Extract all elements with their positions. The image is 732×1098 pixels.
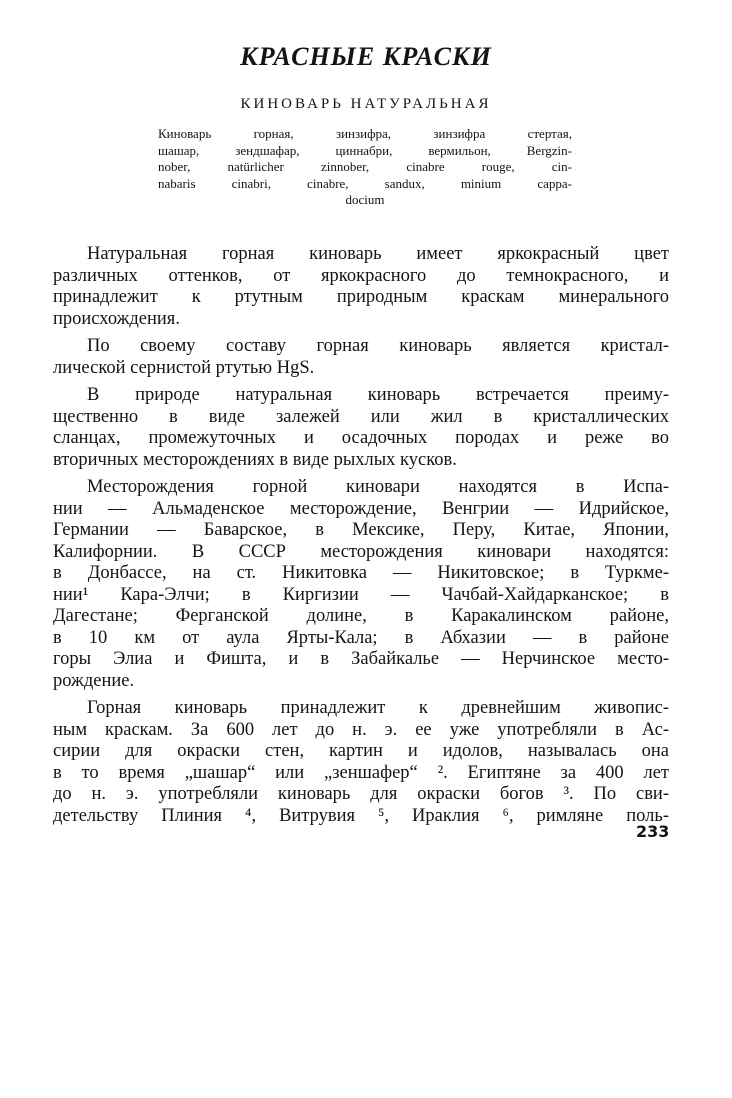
text-line: нии — Альмаденское месторождение, Венгрии — Идрийское, (53, 498, 669, 519)
text-line: Натуральная горная киноварь имеет яркокрасный цвет (87, 244, 669, 264)
text-line: вторичных месторождениях в виде рыхлых кусков. (53, 449, 457, 470)
synonyms-line: шашар, зендшафар, циннабри, вермильон, Bergzin- (158, 142, 572, 158)
text-line: Горная киноварь принадлежит к древнейшим живопис- (87, 698, 669, 718)
body-text (53, 244, 669, 833)
text-line: Дагестане; Ферганской долине, в Каракалинском районе, (53, 606, 669, 626)
text-line: нии¹ Кара-Элчи; в Киргизии — Чачбай-Хайдарканское; в (53, 584, 669, 605)
synonyms-line: Киноварь горная, зинзифра, зинзифра стертая, (158, 126, 572, 141)
text-line: По своему составу горная киноварь является кристал- (87, 336, 669, 356)
text-line: в 10 км от аула Ярты-Кала; в Абхазии — в районе (53, 627, 669, 648)
text-line: до н. э. употребляли киноварь для окраски богов ³. По сви- (53, 784, 669, 804)
text-line: ным краскам. За 600 лет до н. э. ее уже употребляли в Ас- (53, 719, 669, 740)
text-line: в Донбассе, на ст. Никитовка — Никитовское; в Туркме- (53, 563, 669, 583)
text-line: рождение. (53, 670, 135, 691)
page-number: 233 (636, 822, 670, 841)
text-line: Калифорнии. В СССР месторождения киновари находятся: (53, 541, 669, 562)
paragraph (53, 385, 669, 471)
paragraph (53, 477, 669, 692)
text-line: лической сернистой ртутью HgS. (53, 357, 315, 378)
text-line: Германии — Баварское, в Мексике, Перу, Китае, Японии, (53, 520, 669, 540)
chapter-title: КРАСНЫЕ КРАСКИ (240, 42, 492, 71)
text-line: В природе натуральная киноварь встречается преиму- (87, 385, 669, 405)
text-line: в то время „шашар“ или „зеншафер“ ². Египтяне за 400 лет (53, 762, 669, 783)
synonyms-line: docium (345, 192, 385, 207)
section-title: КИНОВАРЬ НАТУРАЛЬНАЯ (240, 96, 492, 112)
text-line: щественно в виде залежей или жил в кристаллических (53, 406, 669, 427)
text-line: сланцах, промежуточных и осадочных породах и реже во (53, 428, 669, 448)
text-line: различных оттенков, от яркокрасного до темнокрасного, и (53, 265, 669, 286)
text-line: принадлежит к ртутным природным краскам минерального (53, 287, 669, 307)
text-line: Месторождения горной киновари находятся в Испа- (87, 477, 669, 497)
text-line: горы Элиа и Фишта, и в Забайкалье — Нерчинское место- (53, 649, 669, 669)
paragraph (53, 698, 669, 827)
text-line: детельству Плиния ⁴, Витрувия ⁵, Ираклия ⁶, римляне поль- (53, 805, 669, 826)
synonyms-line: nober, natürlicher zinnober, cinabre rouge, cin- (158, 159, 572, 174)
text-line: происхождения. (53, 308, 180, 329)
synonyms-line: nabaris cinabri, cinabre, sandux, minium cappa- (158, 175, 572, 191)
paragraph (53, 244, 669, 330)
synonyms-list (158, 126, 572, 209)
text-line: сирии для окраски стен, картин и идолов, называлась она (53, 741, 669, 761)
paragraph (53, 336, 669, 379)
